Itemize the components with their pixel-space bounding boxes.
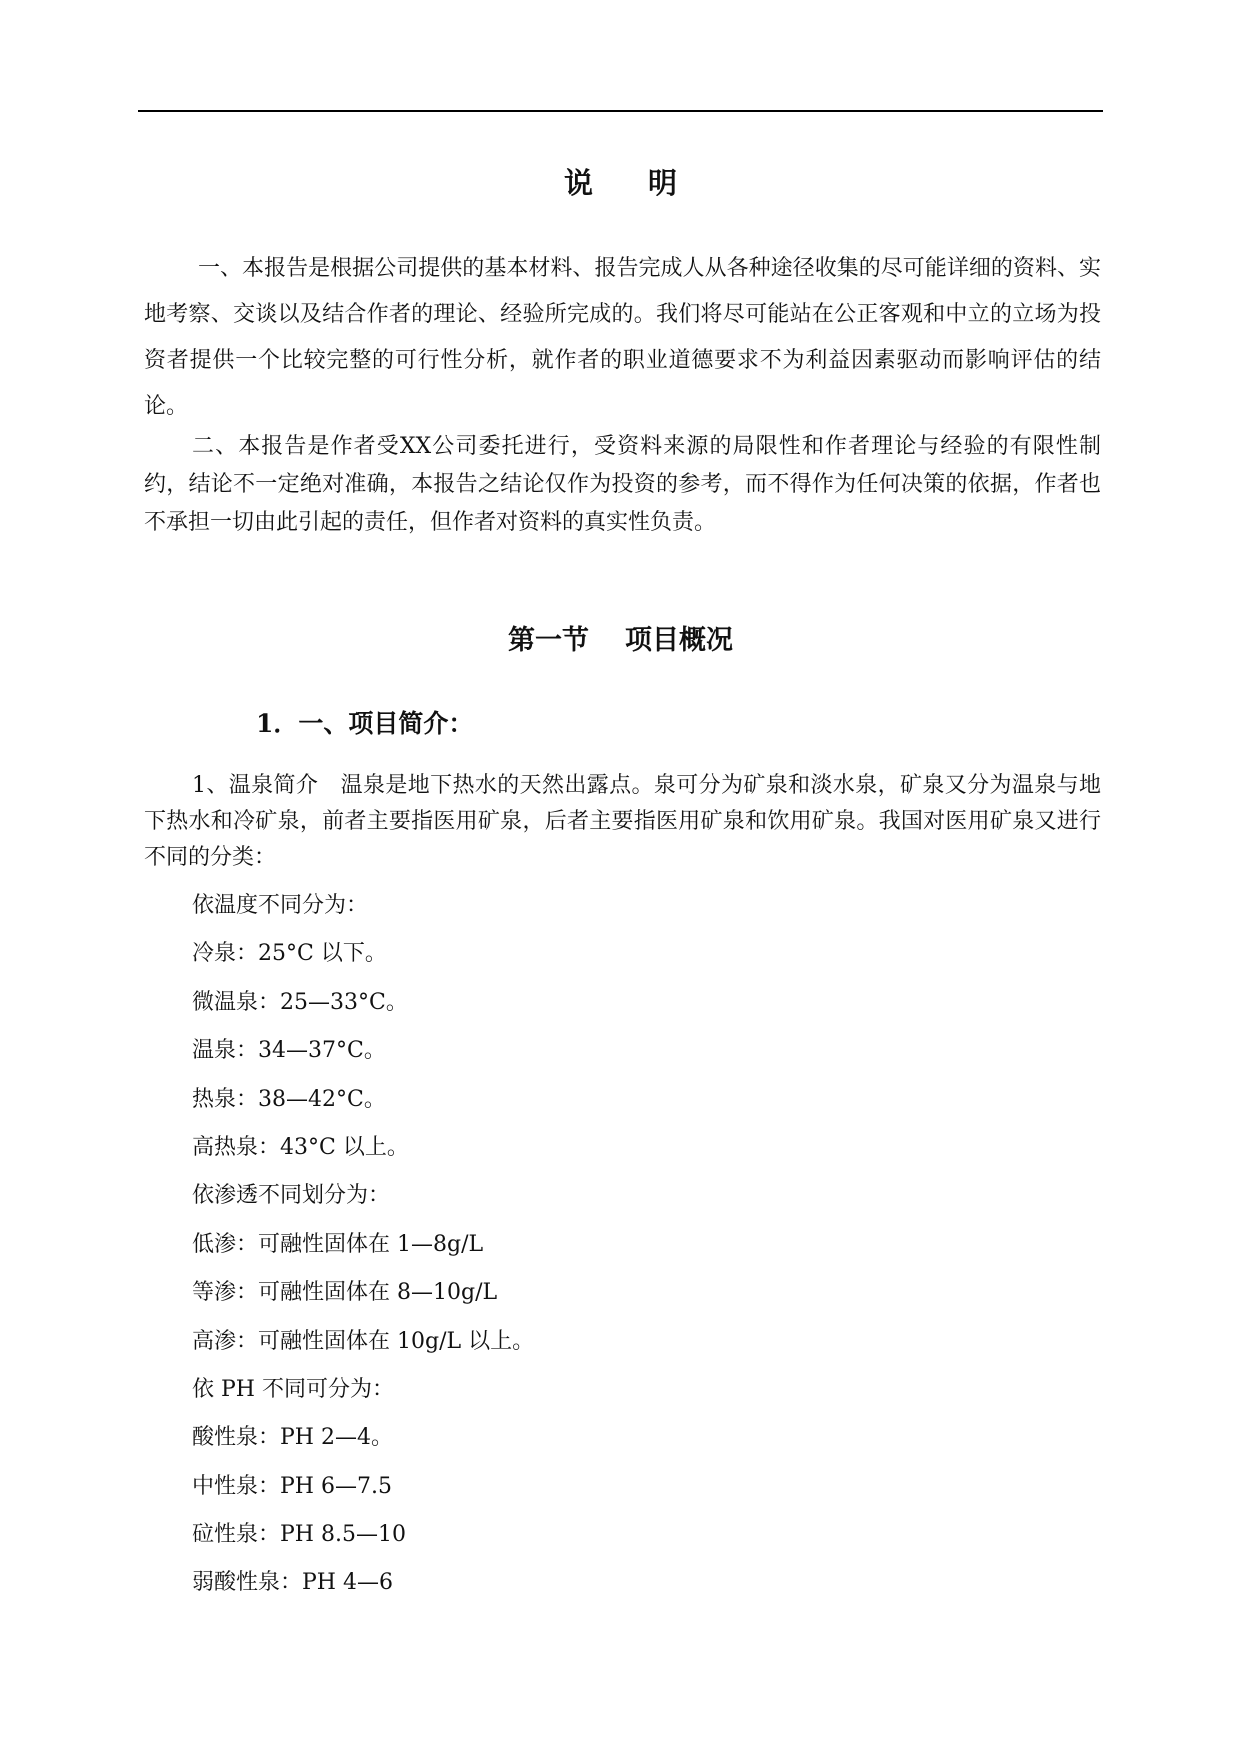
- list-item: 中性泉：PH 6—7.5: [192, 1473, 392, 1499]
- list-item: 依渗透不同划分为：: [192, 1183, 391, 1209]
- list-item: 高热泉：43°C 以上。: [192, 1134, 409, 1160]
- list-item: 酸性泉：PH 2—4。: [192, 1425, 393, 1451]
- document-title: 说明: [563, 166, 732, 200]
- list-item: 依 PH 不同可分为：: [192, 1376, 394, 1402]
- hot-spring-intro-text: 温泉是地下热水的天然出露点。泉可分为矿泉和淡水泉，矿泉又分为温泉与地下热水和冷矿泉，前者主要指医用矿泉，后者主要指医用矿泉和饮用矿泉。我国对医用矿泉又进行不同的分类：: [144, 773, 1101, 870]
- intro-paragraph-1: 一、本报告是根据公司提供的基本材料、报告完成人从各种途径收集的尽可能详细的资料、实地考察、交谈以及结合作者的理论、经验所完成的。我们将尽可能站在公正客观和中立的立场为投资者提供一个比较完整的可行性分析，就作者的职业道德要求不为利益因素驱动而影响评估的结论。: [144, 256, 1101, 419]
- list-item: 等渗：可融性固体在 8—10g/L: [192, 1280, 498, 1306]
- subsection-heading: 1．一、项目简介：: [256, 709, 474, 738]
- hot-spring-intro-label: 1、温泉简介: [192, 773, 319, 798]
- list-item: 高渗：可融性固体在 10g/L 以上。: [192, 1328, 535, 1354]
- list-item: 低渗：可融性固体在 1—8g/L: [192, 1231, 484, 1257]
- header-rule: [138, 110, 1103, 112]
- list-item: 依温度不同分为：: [192, 893, 369, 918]
- list-item: 弱酸性泉：PH 4—6: [192, 1570, 393, 1596]
- section-number: 第一节: [508, 625, 589, 656]
- intro-paragraph-2: 二、本报告是作者受XX公司委托进行，受资料来源的局限性和作者理论与经验的有限性制约，结论不一定绝对准确，本报告之结论仅作为投资的参考，而不得作为任何决策的依据，作者也不承担一切由此引起的责任，但作者对资料的真实性负责。: [144, 434, 1101, 535]
- classification-list: [192, 882, 534, 1608]
- list-item: 温泉：34—37°C。: [192, 1038, 386, 1064]
- list-item: 热泉：38—42°C。: [192, 1086, 386, 1112]
- hot-spring-intro-paragraph: [144, 768, 1101, 876]
- list-item: 微温泉：25—33°C。: [192, 989, 408, 1015]
- section-name: 项目概况: [625, 625, 733, 656]
- list-item: 砬性泉：PH 8.5—10: [192, 1522, 406, 1548]
- section-heading: [0, 620, 1241, 662]
- list-item: 冷泉：25°C 以下。: [192, 941, 387, 967]
